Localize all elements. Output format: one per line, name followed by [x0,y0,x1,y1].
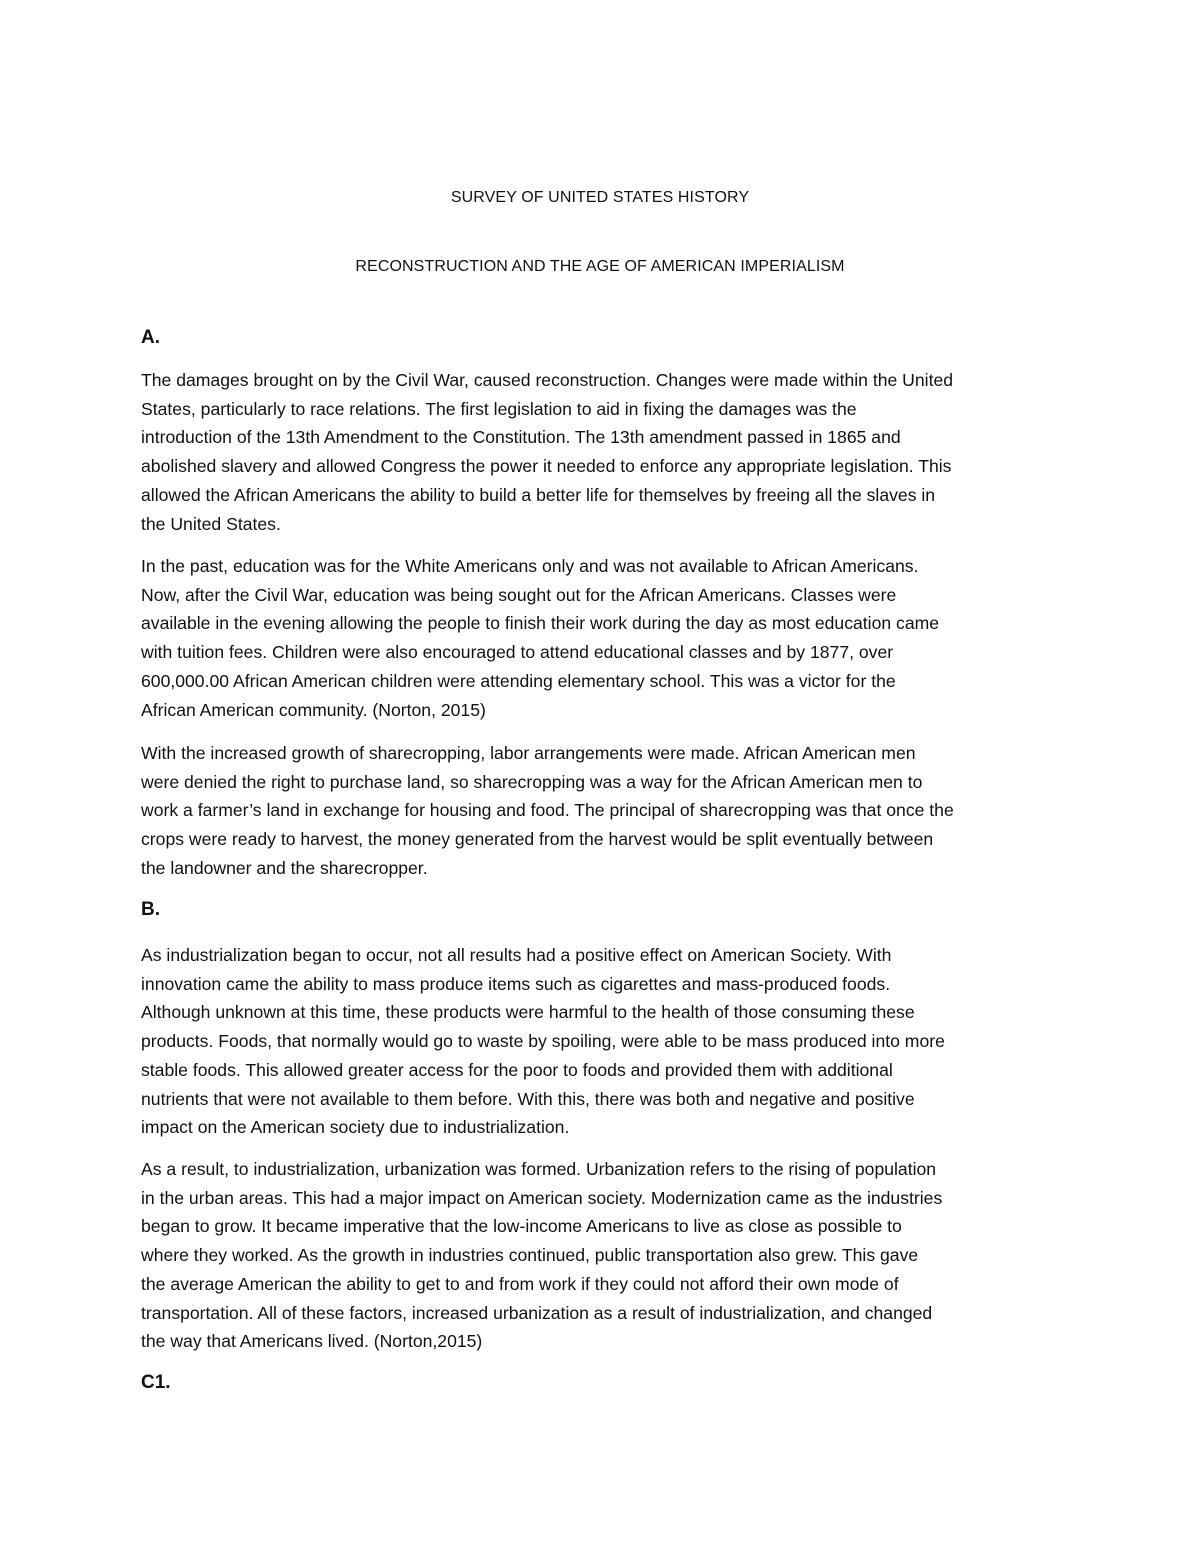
text-line: nutrients that were not available to them before. With this, there was both and negative and positive [141,1088,915,1109]
text-line: As industrialization began to occur, not all results had a positive effect on American Society. With [141,945,892,965]
document-subtitle: RECONSTRUCTION AND THE AGE OF AMERICAN IMPERIALISM [355,258,845,275]
text-line: were denied the right to purchase land, so sharecropping was a way for the African American men to [141,771,923,792]
text-line: introduction of the 13th Amendment to the Constitution. The 13th amendment passed in 1865 and [141,427,901,448]
text-line: the landowner and the sharecropper. [141,857,428,878]
text-line: crops were ready to harvest, the money generated from the harvest would be split eventually between [141,829,934,850]
section-b-paragraph-2 [141,1155,1066,1356]
text-line: innovation came the ability to mass produce items such as cigarettes and mass-produced foods. [141,973,891,994]
text-line: States, particularly to race relations. The first legislation to aid in fixing the damages was the [141,398,857,419]
text-line: As a result, to industrialization, urbanization was formed. Urbanization refers to the rising of population [141,1159,937,1179]
section-a-heading: A. [141,327,160,348]
text-line: impact on the American society due to industrialization. [141,1117,570,1138]
text-line: began to grow. It became imperative that the low-income Americans to live as close as possible to [141,1216,902,1237]
text-line: the United States. [141,513,281,534]
text-line: 600,000.00 African American children were attending elementary school. This was a victor for the [141,670,896,691]
text-line: the way that Americans lived. (Norton,2015) [141,1331,483,1352]
text-line: in the urban areas. This had a major impact on American society. Modernization came as the industries [141,1187,943,1208]
text-line: abolished slavery and allowed Congress the power it needed to enforce any appropriate legislation. This [141,456,952,477]
section-a-paragraph-1 [141,366,1066,538]
text-line: where they worked. As the growth in industries continued, public transportation also grew. This gave [141,1245,919,1266]
section-b-heading: B. [141,899,160,920]
text-line: available in the evening allowing the people to finish their work during the day as most education came [141,613,940,634]
section-b-paragraph-1 [141,941,1066,1142]
text-line: with tuition fees. Children were also encouraged to attend educational classes and by 1877, over [141,642,894,663]
section-c1-heading: C1. [141,1372,171,1393]
text-line: work a farmer’s land in exchange for housing and food. The principal of sharecropping was that once the [141,800,954,821]
text-line: In the past, education was for the White Americans only and was not available to African Americans. [141,556,919,576]
text-line: The damages brought on by the Civil War, caused reconstruction. Changes were made within the United [141,370,954,390]
text-line: Now, after the Civil War, education was being sought out for the African Americans. Classes were [141,584,897,605]
text-line: allowed the African Americans the ability to build a better life for themselves by freeing all the slaves in [141,484,936,505]
section-a-paragraph-2 [141,552,1066,724]
section-a-paragraph-3 [141,739,1066,883]
text-line: Although unknown at this time, these products were harmful to the health of those consuming these [141,1002,915,1023]
text-line: African American community. (Norton, 2015) [141,699,486,720]
text-line: products. Foods, that normally would go to waste by spoiling, were able to be mass produced into more [141,1031,945,1052]
text-line: With the increased growth of sharecropping, labor arrangements were made. African American men [141,743,916,763]
text-line: transportation. All of these factors, increased urbanization as a result of industrialization, and changed [141,1302,933,1323]
document-title: SURVEY OF UNITED STATES HISTORY [450,189,750,206]
text-line: stable foods. This allowed greater access for the poor to foods and provided them with additional [141,1059,893,1080]
text-line: the average American the ability to get to and from work if they could not afford their own mode of [141,1273,899,1294]
